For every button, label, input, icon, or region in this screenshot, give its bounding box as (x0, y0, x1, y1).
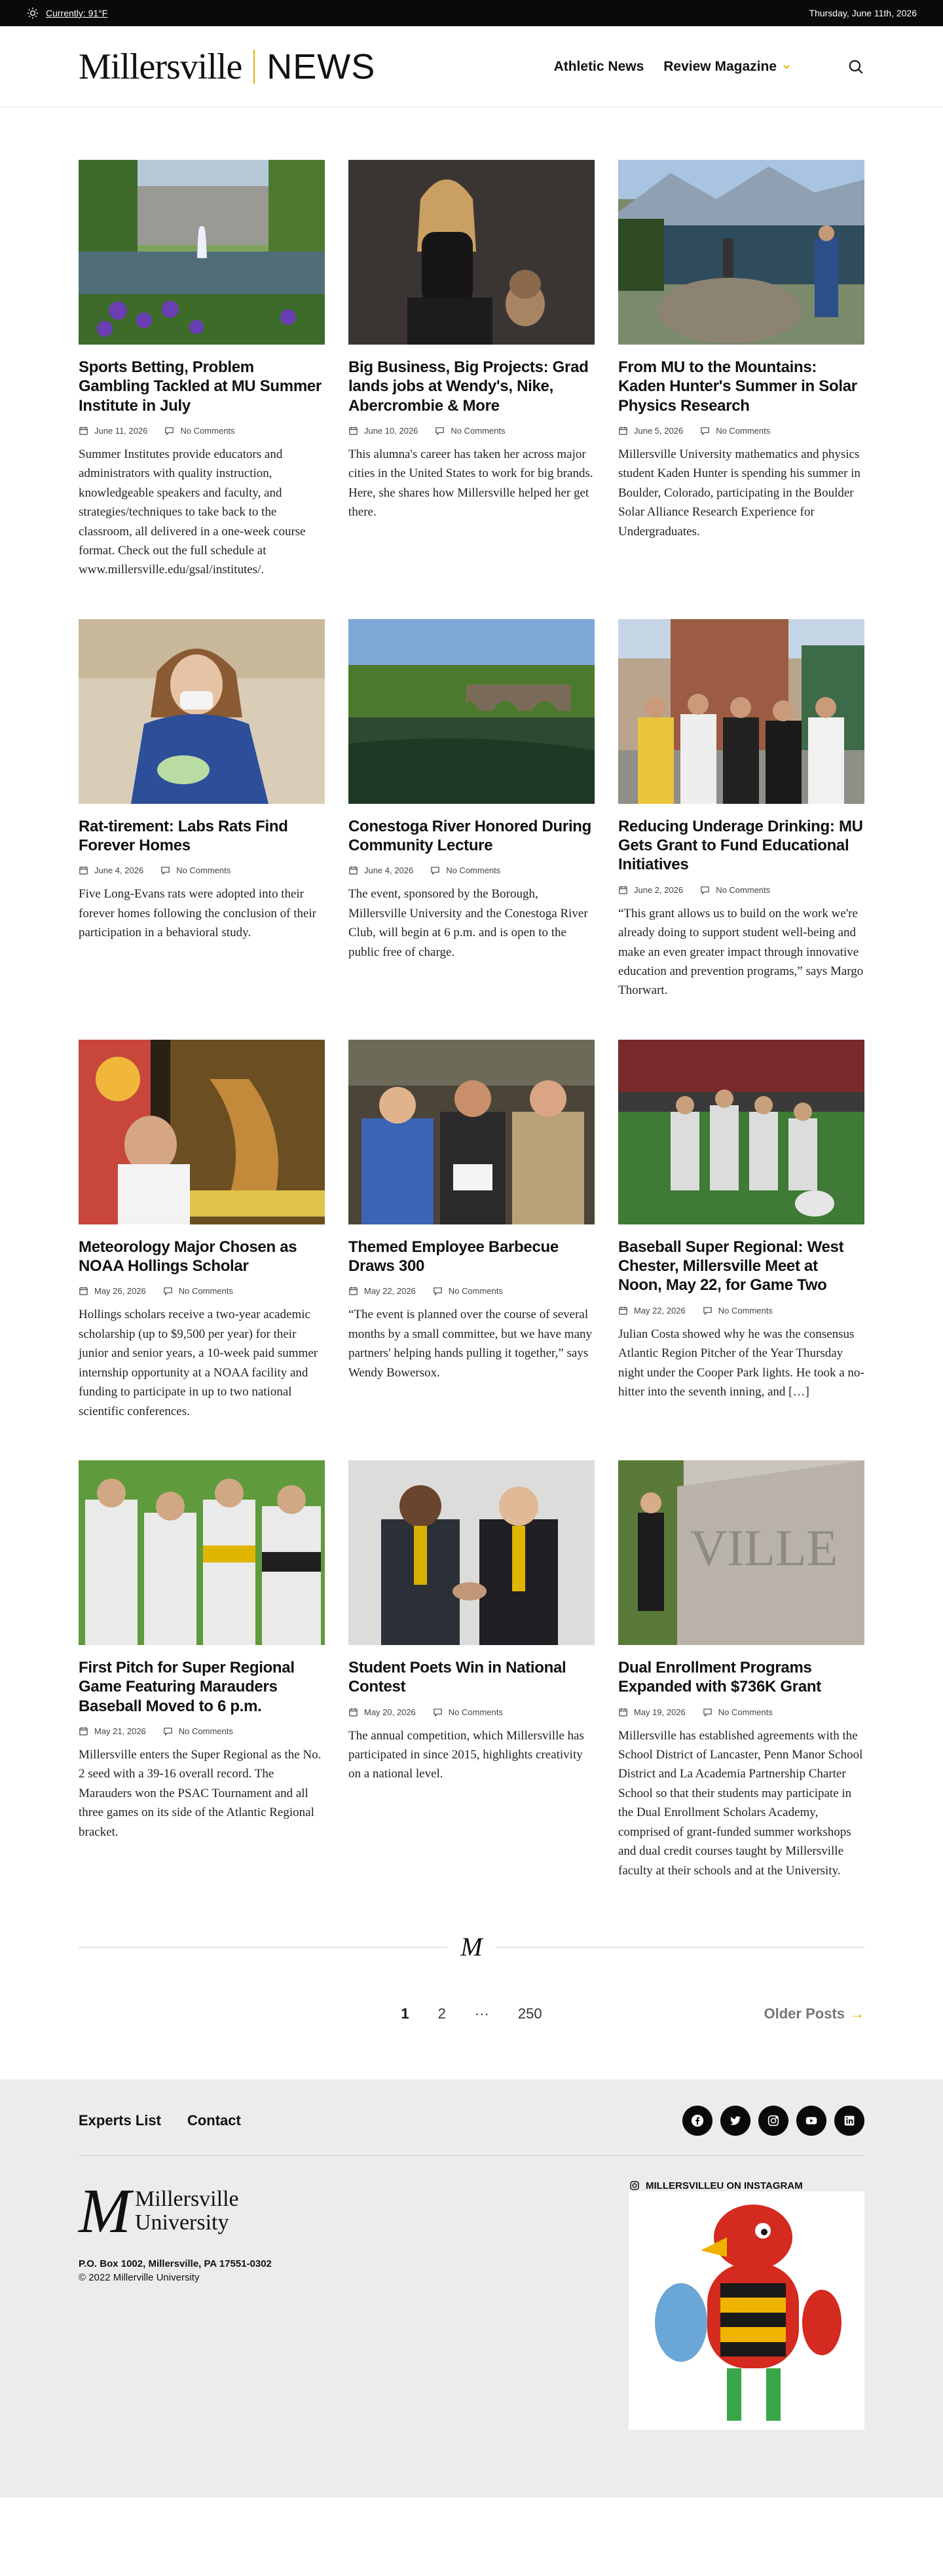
article-card (79, 619, 325, 1000)
article-comments[interactable]: No Comments (178, 1286, 233, 1297)
article-title[interactable]: Big Business, Big Projects: Grad lands jobs at Wendy's, Nike, Abercrombie & More (348, 358, 589, 415)
footer-body (79, 2156, 864, 2431)
footer-link-contact[interactable]: Contact (187, 2112, 241, 2129)
logo-word: Millersville (134, 2187, 239, 2212)
linkedin-icon[interactable] (834, 2106, 864, 2136)
river-bridge-image (348, 619, 595, 804)
article-comments[interactable]: No Comments (716, 425, 771, 436)
article-card (618, 160, 864, 580)
article-excerpt: The annual competition, which Millersville has participated in since 2015, highlights creativity on a national level. (348, 1728, 584, 1781)
employee-barbecue-image (348, 1040, 595, 1224)
mountain-lake-image (618, 160, 864, 345)
nav-athletic-news[interactable] (554, 59, 644, 75)
article-comments[interactable]: No Comments (176, 865, 231, 876)
article-meta (79, 1286, 325, 1296)
article-thumbnail[interactable] (618, 619, 864, 804)
sign-lettering: VILLE (690, 1519, 838, 1576)
article-card (79, 1040, 325, 1421)
article-card (348, 160, 595, 580)
calendar-icon (618, 1707, 628, 1717)
m-monogram-icon: M (79, 2176, 131, 2246)
logo-divider (253, 50, 255, 84)
comment-icon (160, 865, 170, 875)
article-excerpt: “The event is planned over the course of several months by a small committee, but we have many partners' helping hands pulling it together,” says Wendy Bowersox. (348, 1308, 593, 1380)
lab-researcher-image (79, 619, 325, 804)
site-header (0, 26, 943, 107)
mascot-image (629, 2419, 864, 2427)
article-meta (348, 1286, 595, 1296)
team-celebration-image (79, 1460, 325, 1645)
youtube-icon[interactable] (796, 2106, 826, 2136)
page-last[interactable]: 250 (517, 2005, 542, 2022)
twitter-icon[interactable] (720, 2106, 750, 2136)
instagram-feed (629, 2180, 864, 2431)
article-title[interactable]: Rat-tirement: Labs Rats Find Forever Homes (79, 817, 288, 855)
article-excerpt: Hollings scholars receive a two-year academic scholarship (up to $9,500 per year) for their junior and senior years, a 10-week paid summer internship opportunity at a NOAA facility and funding to participate in up to two national scientific conferences. (79, 1308, 318, 1418)
nav-label: Athletic News (553, 58, 644, 74)
facebook-icon[interactable] (682, 2106, 712, 2136)
calendar-icon (618, 1306, 628, 1316)
article-excerpt: Julian Costa showed why he was the consensus Atlantic Region Pitcher of the Year Thursday night under the Cooper Park lights. He took a no-hitter into the seventh inning, and […] (618, 1327, 864, 1399)
page-numbers (401, 2005, 542, 2022)
instagram-icon[interactable] (758, 2106, 788, 2136)
calendar-icon (348, 426, 358, 436)
footer-left (79, 2176, 272, 2431)
article-card (618, 1460, 864, 1880)
calendar-icon (79, 1286, 88, 1296)
article-date: June 5, 2026 (634, 425, 684, 436)
current-date: Thursday, June 11th, 2026 (809, 8, 917, 18)
article-date: May 20, 2026 (364, 1707, 416, 1717)
article-excerpt: “This grant allows us to build on the work we're already doing to support student well-being and make an even greater impact through innovative education and prevention programs,” says Margo Thorwart. (618, 906, 864, 998)
footer-links (79, 2112, 241, 2129)
article-date: June 4, 2026 (364, 865, 414, 876)
comment-icon (430, 865, 440, 875)
comment-icon (700, 885, 710, 895)
article-excerpt: The event, sponsored by the Borough, Millersville University and the Conestoga River Club, will begin at 6 p.m. and is open to the public free of charge. (348, 887, 588, 959)
copyright: © 2022 Millerville University (79, 2272, 200, 2284)
comment-icon (433, 1286, 443, 1296)
social-links (682, 2106, 864, 2136)
article-date: May 22, 2026 (364, 1286, 416, 1297)
article-thumbnail[interactable] (79, 160, 325, 345)
article-date: June 11, 2026 (94, 425, 148, 436)
article-card (348, 619, 595, 1000)
chevron-down-icon (782, 62, 791, 71)
article-thumbnail[interactable] (79, 1040, 325, 1224)
older-posts-link[interactable] (764, 2005, 864, 2022)
article-excerpt: Millersville enters the Super Regional as the No. 2 seed with a 39-16 overall record. The Marauders won the PSAC Tournament and all three games on its side of the Atlantic Regional bracket. (79, 1747, 322, 1839)
article-card (348, 1460, 595, 1880)
article-comments[interactable]: No Comments (451, 425, 506, 436)
article-thumbnail[interactable] (618, 1040, 864, 1224)
campus-sign-image (618, 1460, 864, 1645)
article-card (348, 1040, 595, 1421)
article-meta (348, 865, 595, 875)
article-date: May 19, 2026 (634, 1707, 686, 1717)
article-meta (618, 1707, 864, 1717)
postal-address: P.O. Box 1002, Millersville, PA 17551-0302 (79, 2258, 272, 2270)
comment-icon (163, 1286, 173, 1296)
article-thumbnail[interactable] (348, 160, 595, 345)
article-thumbnail[interactable] (618, 1460, 864, 1645)
divider-line (495, 1947, 864, 1948)
fountain-garden-image (79, 160, 325, 345)
comment-icon (163, 1726, 173, 1736)
article-meta (348, 1707, 595, 1717)
sun-icon (26, 7, 39, 20)
article-title[interactable]: Baseball Super Regional: West Chester, Millersville Meet at Noon, May 22, for Game Two (618, 1238, 844, 1295)
comment-icon (703, 1306, 712, 1316)
calendar-icon (618, 885, 628, 895)
logo-word: University (134, 2210, 229, 2235)
alumna-portrait-image (348, 160, 595, 345)
article-title[interactable]: Dual Enrollment Programs Expanded with $736K Grant (618, 1659, 821, 1696)
search-icon[interactable] (847, 58, 864, 75)
instagram-photo[interactable] (629, 2419, 864, 2430)
article-card (79, 1460, 325, 1880)
student-group-image (618, 619, 864, 804)
article-thumbnail[interactable] (618, 160, 864, 345)
article-title[interactable]: Student Poets Win in National Contest (348, 1659, 566, 1696)
weather-text: Currently: 91°F (46, 8, 108, 18)
article-card (79, 160, 325, 580)
top-bar (0, 0, 943, 26)
arrow-right-icon: → (850, 2005, 864, 2022)
article-meta (79, 426, 325, 436)
meteorology-scholar-image (79, 1040, 325, 1224)
logo-wordmark (135, 2188, 239, 2234)
article-meta (348, 426, 595, 436)
pagination (79, 2001, 864, 2027)
calendar-icon (79, 865, 88, 875)
article-grid (79, 160, 864, 1880)
article-comments[interactable]: No Comments (180, 425, 235, 436)
footer-link-experts[interactable]: Experts List (79, 2112, 161, 2129)
article-card (618, 619, 864, 1000)
calendar-icon (348, 1707, 358, 1717)
article-meta (618, 426, 864, 436)
article-title[interactable]: Conestoga River Honored During Community Lecture (348, 817, 592, 855)
article-date: June 4, 2026 (94, 865, 144, 876)
article-thumbnail[interactable] (348, 1460, 595, 1645)
article-comments[interactable]: No Comments (178, 1726, 233, 1736)
comment-icon (433, 1707, 443, 1717)
comment-icon (700, 426, 710, 436)
calendar-icon (79, 1726, 88, 1736)
article-comments[interactable]: No Comments (716, 884, 771, 895)
page-1[interactable]: 1 (401, 2005, 409, 2022)
site-logo[interactable] (79, 46, 375, 88)
divider-line (79, 1947, 448, 1948)
page-2[interactable]: 2 (437, 2005, 446, 2022)
article-comments[interactable]: No Comments (718, 1305, 773, 1316)
instagram-feed-label (629, 2180, 864, 2191)
article-meta (79, 1726, 325, 1736)
instagram-icon (629, 2180, 640, 2191)
article-comments[interactable]: No Comments (448, 1286, 503, 1297)
article-excerpt: This alumna's career has taken her across major cities in the United States to work for big brands. Here, she shares how Millersville helped her get there. (348, 447, 593, 520)
article-thumbnail[interactable] (79, 619, 325, 804)
footer-top (79, 2106, 864, 2156)
site-footer (0, 2079, 943, 2497)
article-excerpt: Millersville University mathematics and physics student Kaden Hunter is spending his summer in Boulder, Colorado, participating in the Boulder Solar Alliance Research Experience for Undergraduates. (618, 447, 860, 539)
calendar-icon (348, 865, 358, 875)
article-date: June 10, 2026 (364, 425, 418, 436)
article-card (618, 1040, 864, 1421)
nav-review-magazine[interactable] (663, 59, 791, 75)
article-meta (618, 1306, 864, 1316)
university-logo[interactable] (79, 2176, 272, 2246)
main-nav (554, 58, 864, 75)
logo-section: NEWS (267, 47, 376, 86)
m-monogram-icon: M (460, 1932, 483, 1962)
article-thumbnail[interactable] (348, 619, 595, 804)
article-excerpt: Five Long-Evans rats were adopted into their forever homes following the conclusion of their participation in a behavioral study. (79, 887, 317, 940)
weather-link[interactable] (26, 7, 107, 20)
article-excerpt: Summer Institutes provide educators and administrators with quality instruction, knowledgeable speakers and faculty, and strategies/techniques to take back to the classroom, all delivered in a one-week course format. Check out the full schedule at www.millersville.edu/gsal/institutes/. (79, 447, 306, 577)
article-comments[interactable]: No Comments (446, 865, 501, 876)
article-title[interactable]: Reducing Underage Drinking: MU Gets Grant to Fund Educational Initiatives (618, 817, 863, 874)
section-divider (79, 1933, 864, 1961)
article-title[interactable]: Themed Employee Barbecue Draws 300 (348, 1238, 559, 1276)
article-comments[interactable]: No Comments (718, 1707, 773, 1717)
calendar-icon (618, 426, 628, 436)
article-title[interactable]: First Pitch for Super Regional Game Featuring Marauders Baseball Moved to 6 p.m. (79, 1659, 295, 1715)
article-meta (79, 865, 325, 875)
nav-label: Review Magazine (663, 58, 777, 74)
instagram-label-text: MILLERSVILLEU ON INSTAGRAM (646, 2180, 803, 2191)
poetry-award-image (348, 1460, 595, 1645)
article-title[interactable]: From MU to the Mountains: Kaden Hunter's Summer in Solar Physics Research (618, 358, 857, 415)
page-ellipsis: ··· (474, 2005, 489, 2022)
article-excerpt: Millersville has established agreements with the School District of Lancaster, Penn Manor School District and La Academia Partnership Charter School so that their students may participate in the Dual Enrollment Scholars Academy, comprised of grant-funded summer workshops and dual credit courses taught by Millersville faculty at their schools and at the University. (618, 1728, 863, 1878)
article-date: May 26, 2026 (94, 1286, 146, 1297)
logo-brand: Millersville (79, 46, 242, 87)
comment-icon (435, 426, 445, 436)
older-posts-label: Older Posts (764, 2005, 845, 2022)
article-thumbnail[interactable] (79, 1460, 325, 1645)
baseball-players-image (618, 1040, 864, 1224)
article-date: May 21, 2026 (94, 1726, 146, 1736)
article-date: May 22, 2026 (634, 1305, 686, 1316)
article-comments[interactable]: No Comments (448, 1707, 503, 1717)
calendar-icon (79, 426, 88, 436)
comment-icon (164, 426, 174, 436)
article-thumbnail[interactable] (348, 1040, 595, 1224)
calendar-icon (348, 1286, 358, 1296)
article-meta (618, 885, 864, 895)
article-date: June 2, 2026 (634, 884, 684, 895)
article-title[interactable]: Sports Betting, Problem Gambling Tackled at MU Summer Institute in July (79, 358, 322, 415)
article-title[interactable]: Meteorology Major Chosen as NOAA Hollings Scholar (79, 1238, 297, 1276)
comment-icon (703, 1707, 712, 1717)
